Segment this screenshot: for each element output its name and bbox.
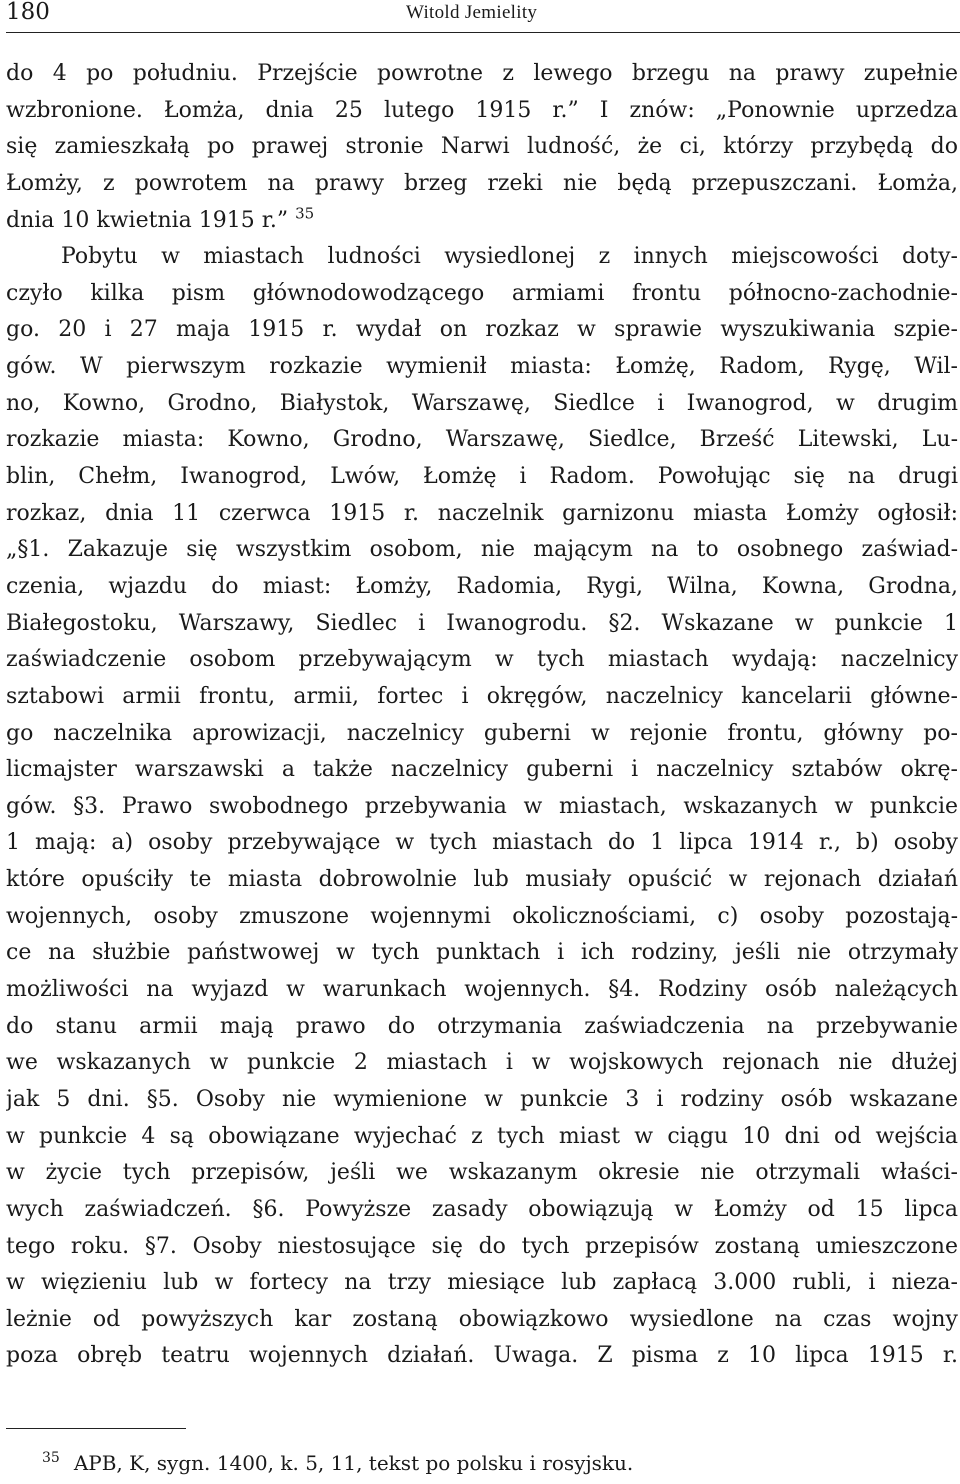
running-head-author: Witold Jemielity <box>406 2 538 23</box>
header-rule <box>6 32 960 33</box>
page-number: 180 <box>6 0 50 25</box>
text-line: w punkcie 4 są obowiązane wyjechać z tych miast w ciągu 10 dni od wejścia <box>6 1123 958 1149</box>
text-line: rozkazie miasta: Kowno, Grodno, Warszawę, Siedlce, Brześć Litewski, Lu- <box>6 427 958 453</box>
text-line: czenia, wjazdu do miast: Łomży, Radomia, Rygi, Wilna, Kowna, Grodna, <box>6 573 958 599</box>
text-line: zaświadczenie osobom przebywającym w tych miastach wydają: naczelnicy <box>6 647 958 673</box>
text-line: we wskazanych w punkcie 2 miastach i w wojskowych rejonach nie dłużej <box>6 1050 958 1076</box>
text-line: do 4 po południu. Przejście powrotne z lewego brzegu na prawy zupełnie <box>6 61 958 86</box>
footnote-reference: 35 <box>295 204 315 223</box>
text-line: w więzieniu lub w fortecy na trzy miesiące lub zapłacą 3.000 rubli, i nieza- <box>6 1270 958 1296</box>
text-line: licmajster warszawski a także naczelnicy guberni i naczelnicy sztabów okrę- <box>6 757 958 783</box>
main-text <box>6 56 958 1375</box>
text-line: Łomży, z powrotem na prawy brzeg rzeki nie będą przepuszczani. Łomża, <box>6 170 958 196</box>
text-line: sztabowi armii frontu, armii, fortec i okręgów, naczelnicy kancelarii główne- <box>6 683 958 709</box>
text-line-content: dnia 10 kwietnia 1915 r.” <box>6 207 289 233</box>
text-line: gów. W pierwszym rozkazie wymienił miasta: Łomżę, Radom, Rygę, Wil- <box>6 354 958 380</box>
running-head <box>6 0 960 26</box>
text-line: do stanu armii mają prawo do otrzymania zaświadczenia na przebywanie <box>6 1013 958 1039</box>
text-line: rozkaz, dnia 11 czerwca 1915 r. naczelnik garnizonu miasta Łomży ogłosił: <box>6 500 958 526</box>
text-line: tego roku. §7. Osoby niestosujące się do tych przepisów zostaną umieszczone <box>6 1233 958 1259</box>
text-line: blin, Chełm, Iwanogrod, Lwów, Łomżę i Radom. Powołując się na drugi <box>6 464 958 490</box>
text-line: czyło kilka pism głównodowodzącego armiami frontu północno-zachodnie- <box>6 280 958 306</box>
text-line: leżnie od powyższych kar zostaną obowiązkowo wysiedlone na czas wojny <box>6 1306 958 1332</box>
paragraph-first-line: Pobytu w miastach ludności wysiedlonej z innych miejscowości doty- <box>61 244 958 270</box>
text-line: „§1. Zakazuje się wszystkim osobom, nie mającym na to osobnego zaświad- <box>6 537 958 563</box>
text-line <box>6 203 958 240</box>
text-line: gów. §3. Prawo swobodnego przebywania w miastach, wskazanych w punkcie <box>6 793 958 819</box>
text-line: 1 mają: a) osoby przebywające w tych miastach do 1 lipca 1914 r., b) osoby <box>6 830 958 856</box>
text-line: jak 5 dni. §5. Osoby nie wymienione w punkcie 3 i rodziny osób wskazane <box>6 1086 958 1112</box>
text-line: ce na służbie państwowej w tych punktach i ich rodziny, jeśli nie otrzymały <box>6 940 958 966</box>
text-line: go naczelnika aprowizacji, naczelnicy guberni w rejonie frontu, główny po- <box>6 720 958 746</box>
text-line: wzbronione. Łomża, dnia 25 lutego 1915 r.” I znów: „Ponownie uprzedza <box>6 97 958 123</box>
text-line: w życie tych przepisów, jeśli we wskazanym okresie nie otrzymali właści- <box>6 1160 958 1186</box>
text-line: się zamieszkałą po prawej stronie Narwi ludność, że ci, którzy przybędą do <box>6 134 958 160</box>
text-line: wojennych, osoby zmuszone wojennymi okolicznościami, c) osoby pozostają- <box>6 903 958 929</box>
text-line: go. 20 i 27 maja 1915 r. wydał on rozkaz w sprawie wyszukiwania szpie- <box>6 317 958 343</box>
footnote-number: 35 <box>42 1450 60 1467</box>
footnote <box>42 1449 633 1477</box>
text-line: możliwości na wyjazd w warunkach wojennych. §4. Rodziny osób należących <box>6 977 958 1003</box>
footnote-rule <box>6 1428 186 1429</box>
text-line: no, Kowno, Grodno, Białystok, Warszawę, Siedlce i Iwanogrod, w drugim <box>6 390 958 416</box>
text-line: poza obręb teatru wojennych działań. Uwaga. Z pisma z 10 lipca 1915 r. <box>6 1343 958 1369</box>
footnote-text: APB, K, sygn. 1400, k. 5, 11, tekst po polsku i rosyjsku. <box>73 1451 634 1475</box>
text-line: które opuściły te miasta dobrowolnie lub musiały opuścić w rejonach działań <box>6 867 958 893</box>
text-line: Białegostoku, Warszawy, Siedlec i Iwanogrodu. §2. Wskazane w punkcie 1 <box>6 610 958 636</box>
text-line: wych zaświadczeń. §6. Powyższe zasady obowiązują w Łomży od 15 lipca <box>6 1196 958 1222</box>
